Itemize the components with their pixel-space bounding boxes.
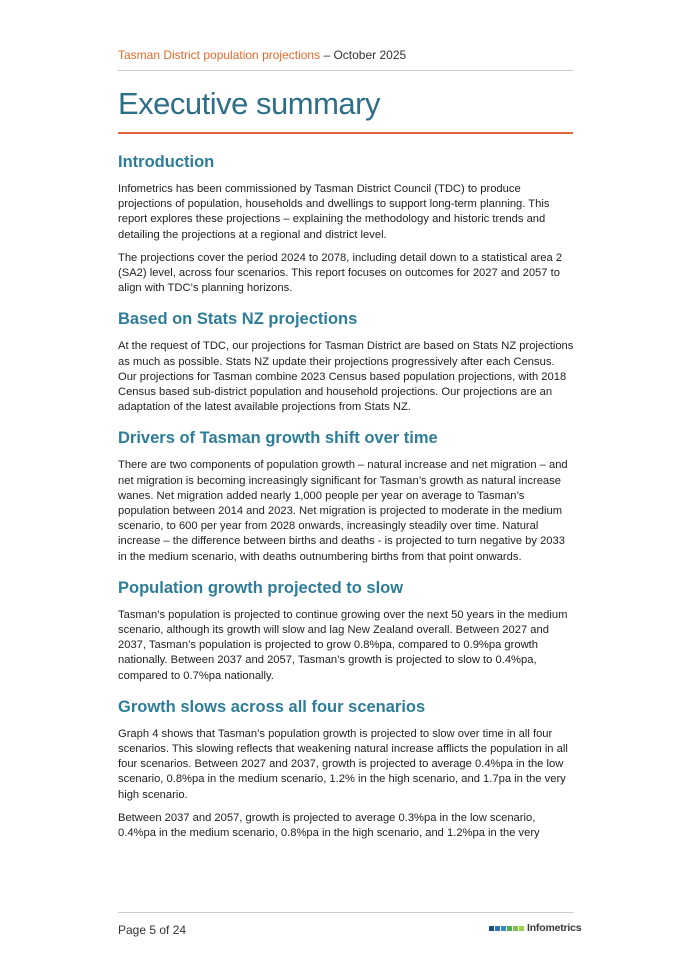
header-date: October 2025 (333, 48, 407, 62)
logo-square (489, 926, 494, 931)
title-divider (118, 132, 573, 134)
footer-divider (118, 912, 573, 913)
paragraph: At the request of TDC, our projections for Tasman District are based on Stats NZ projections as much as possible. Stats NZ update their projections progressively after each Census. Our projections for Tasman combine 2023 Census based population projections, with 2018 Census based sub-district population and household projections. Our projections are an adaptation of the latest available projections from Stats NZ. (118, 340, 574, 414)
section-introduction (118, 151, 574, 296)
section-drivers (118, 427, 574, 564)
paragraph: Between 2037 and 2057, growth is projected to average 0.3%pa in the low scenario, 0.4%pa in the medium scenario, 0.8%pa in the high scenario, and 1.2%pa in the very (118, 811, 540, 840)
section-scenarios (118, 696, 574, 841)
section-stats-nz (118, 308, 574, 415)
logo-square (501, 926, 506, 931)
paragraph: Infometrics has been commissioned by Tasman District Council (TDC) to produce projections of population, households and dwellings to support long-term planning. This report explores these projections – explaining the methodology and historic trends and detailing the projections at a regional and district level. (118, 183, 550, 241)
infometrics-logo (489, 922, 581, 934)
logo-square (507, 926, 512, 931)
section-heading: Based on Stats NZ projections (118, 310, 358, 329)
paragraph: The projections cover the period 2024 to 2078, including detail down to a statistical area 2 (SA2) level, across four scenarios. This report focuses on outcomes for 2027 and 2057 to align with TDC’s planning horizons. (118, 251, 563, 295)
logo-square (513, 926, 518, 931)
page-title: Executive summary (118, 86, 380, 121)
logo-square (495, 926, 500, 931)
running-header (118, 48, 406, 62)
header-separator: – (320, 48, 334, 62)
section-heading: Introduction (118, 153, 215, 171)
section-heading: Growth slows across all four scenarios (118, 697, 426, 716)
paragraph: Tasman’s population is projected to continue growing over the next 50 years in the medium scenario, although its growth will slow and lag New Zealand overall. Between 2027 and 2037, Tasman’s population is projected to grow 0.8%pa, compared to 0.9%pa growth nationally. Between 2037 and 2057, Tasman’s growth is projected to slow to 0.4%pa, compared to 0.7%pa nationally. (118, 608, 568, 682)
header-report-title: Tasman District population projections (118, 48, 321, 62)
document-body (118, 151, 574, 853)
header-divider (118, 70, 573, 71)
paragraph: There are two components of population growth – natural increase and net migration – and net migration is becoming increasingly significant for Tasman’s growth as natural increase wanes. Net migration added nearly 1,000 people per year on average to Tasman’s population between 2014 and 2023. Net migration is projected to moderate in the medium scenario, to 600 per year from 2028 onwards, increasingly steadily over time. Natural increase – the difference between births and deaths - is projected to turn negative by 2033 in the medium scenario, with deaths outnumbering births from that point onwards. (118, 459, 568, 563)
paragraph: Graph 4 shows that Tasman’s population growth is projected to slow over time in all four scenarios. This slowing reflects that weakening natural increase afflicts the population in all four scenarios. Between 2027 and 2037, growth is projected to average 0.4%pa in the low scenario, 0.8%pa in the medium scenario, 1.2% in the high scenario, and 1.7pa in the very high scenario. (118, 727, 568, 801)
section-population-growth (118, 577, 574, 684)
page-number: Page 5 of 24 (118, 923, 187, 937)
section-heading: Drivers of Tasman growth shift over time (118, 429, 438, 448)
logo-square (519, 926, 524, 931)
logo-wordmark: Infometrics (527, 922, 582, 934)
section-heading: Population growth projected to slow (118, 578, 404, 597)
